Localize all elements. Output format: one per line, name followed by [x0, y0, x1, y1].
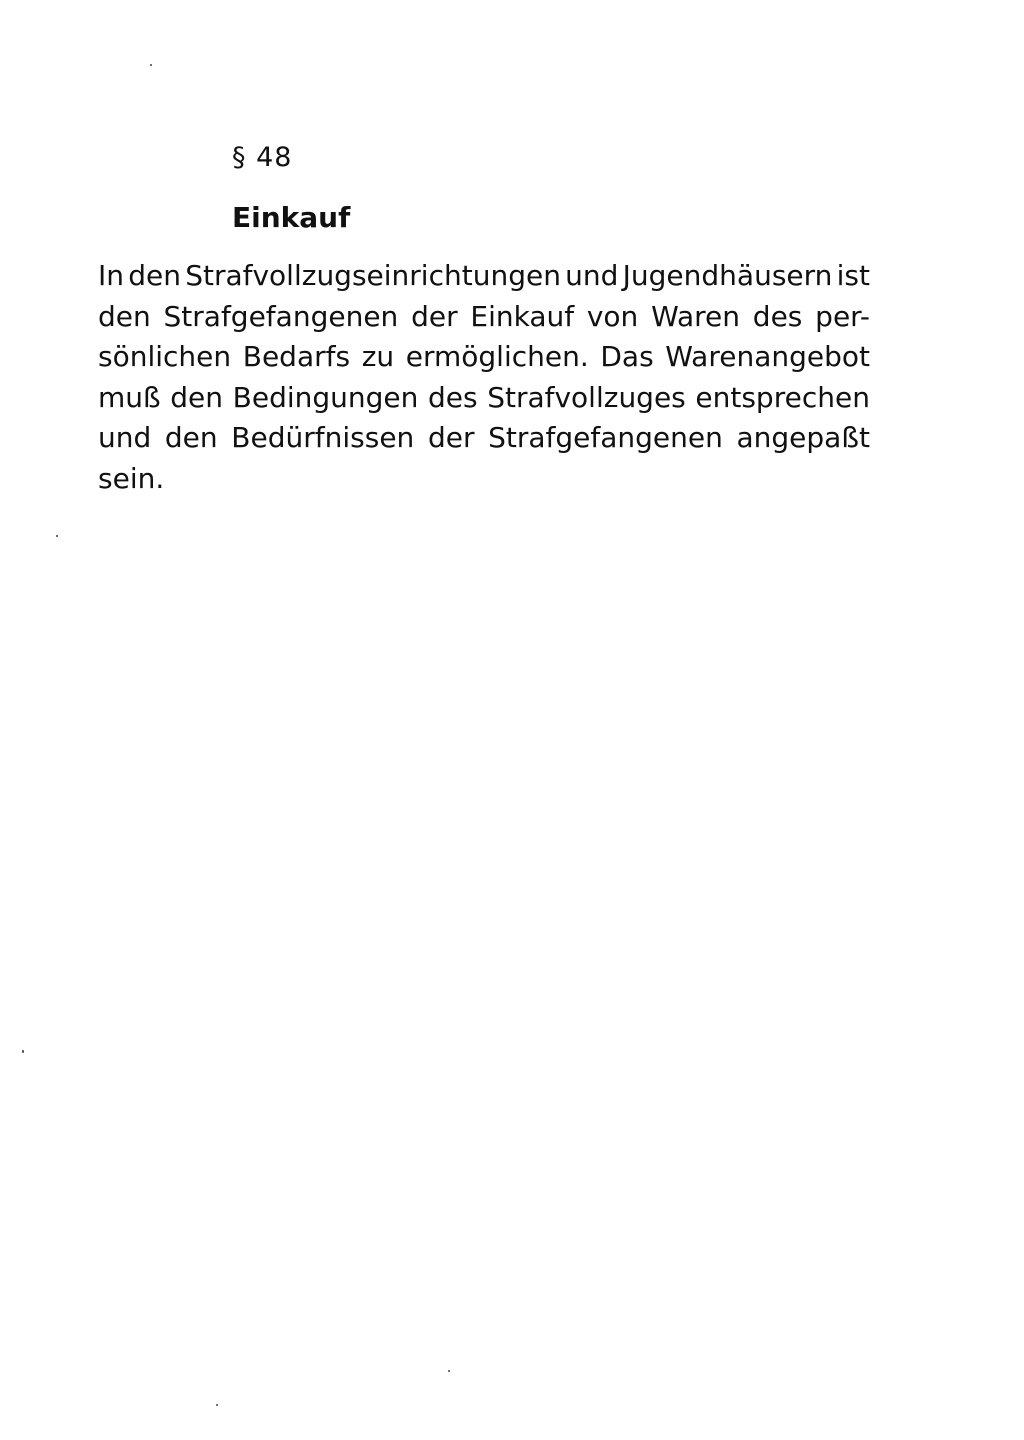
word: Strafvollzugseinrichtungen	[185, 259, 561, 292]
word: Strafgefangenen	[163, 299, 399, 333]
word: sönlichen	[98, 340, 232, 374]
scan-speck	[150, 64, 152, 66]
scan-speck	[56, 535, 58, 537]
word: der	[427, 421, 475, 455]
word: Waren	[651, 299, 741, 333]
paragraph-line	[98, 297, 870, 338]
paragraph	[98, 256, 898, 500]
paragraph-line	[98, 337, 870, 378]
word: Bedingungen	[232, 380, 419, 414]
word: den	[164, 421, 218, 455]
word: des	[752, 299, 803, 333]
paragraph-line	[98, 418, 870, 459]
word: den	[128, 259, 181, 292]
word: muß	[98, 380, 161, 414]
paragraph-line	[98, 378, 870, 419]
scan-speck	[216, 1404, 218, 1406]
word: ermöglichen.	[405, 340, 589, 374]
word: der	[411, 299, 458, 333]
word: sein.	[98, 461, 165, 495]
section-title: Einkauf	[232, 201, 351, 234]
word: ist	[836, 259, 870, 292]
word: und	[98, 421, 152, 455]
word: Das	[600, 340, 654, 374]
word: Bedürfnissen	[231, 421, 415, 455]
section-number: § 48	[232, 142, 293, 173]
word: per-	[815, 299, 870, 333]
word: von	[586, 299, 639, 333]
word: Strafvollzuges	[487, 380, 686, 414]
word: Warenangebot	[665, 340, 870, 374]
scan-speck	[22, 1050, 24, 1053]
word: und	[565, 259, 619, 292]
paragraph-line	[98, 459, 870, 500]
paragraph-line	[98, 256, 870, 297]
word: In	[98, 259, 125, 292]
word: den	[170, 380, 224, 414]
word: den	[98, 299, 151, 333]
word: entsprechen	[695, 380, 870, 414]
word: des	[428, 380, 478, 414]
word: Bedarfs	[242, 340, 351, 374]
word: angepaßt	[736, 421, 870, 455]
word: Einkauf	[470, 299, 575, 333]
word: Strafgefangenen	[488, 421, 723, 455]
word: Jugendhäusern	[622, 259, 833, 292]
scan-speck	[448, 1370, 450, 1372]
word: zu	[361, 340, 395, 374]
